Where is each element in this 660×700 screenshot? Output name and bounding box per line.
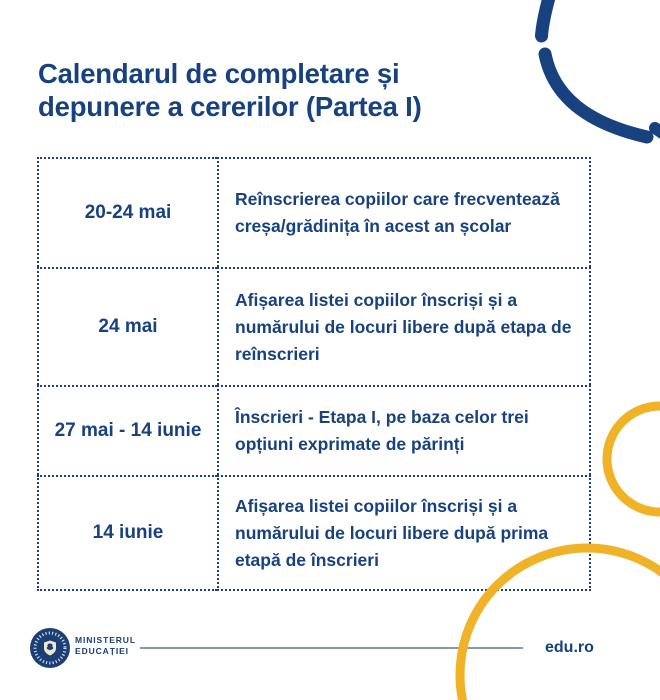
government-seal-icon xyxy=(30,628,70,668)
page-title-line2: depunere a cererilor (Partea I) xyxy=(38,91,422,122)
page-title xyxy=(38,57,558,123)
ministry-label xyxy=(75,635,136,657)
table-row-1-date: 20-24 mai xyxy=(37,157,217,267)
yellow-ring-decoration xyxy=(607,406,660,512)
calendar-table xyxy=(37,157,591,591)
table-row-2-description: Afișarea listei copiilor înscriși și a numărului de locuri libere după etapa de reînscrieri xyxy=(217,267,591,385)
ministry-label-line1: MINISTERUL xyxy=(75,635,136,645)
table-row-4-date: 14 iunie xyxy=(37,475,217,591)
ministry-label-line2: EDUCAȚIEI xyxy=(75,646,129,656)
table-row-4-description: Afișarea listei copiilor înscriși și a numărului de locuri libere după prima etapă de înscrieri xyxy=(217,475,591,591)
table-row-3-date: 27 mai - 14 iunie xyxy=(37,385,217,475)
page-title-line1: Calendarul de completare și xyxy=(38,58,400,89)
navy-circle-arc-decoration xyxy=(542,0,660,138)
edu-ro-link[interactable]: edu.ro xyxy=(545,639,594,656)
table-row-1-description: Reînscrierea copiilor care frecventează creșa/grădinița în acest an școlar xyxy=(217,157,591,267)
table-row-3-description: Înscrieri - Etapa I, pe baza celor trei opțiuni exprimate de părinți xyxy=(217,385,591,475)
table-row-2-date: 24 mai xyxy=(37,267,217,385)
footer-divider-line xyxy=(140,647,523,649)
